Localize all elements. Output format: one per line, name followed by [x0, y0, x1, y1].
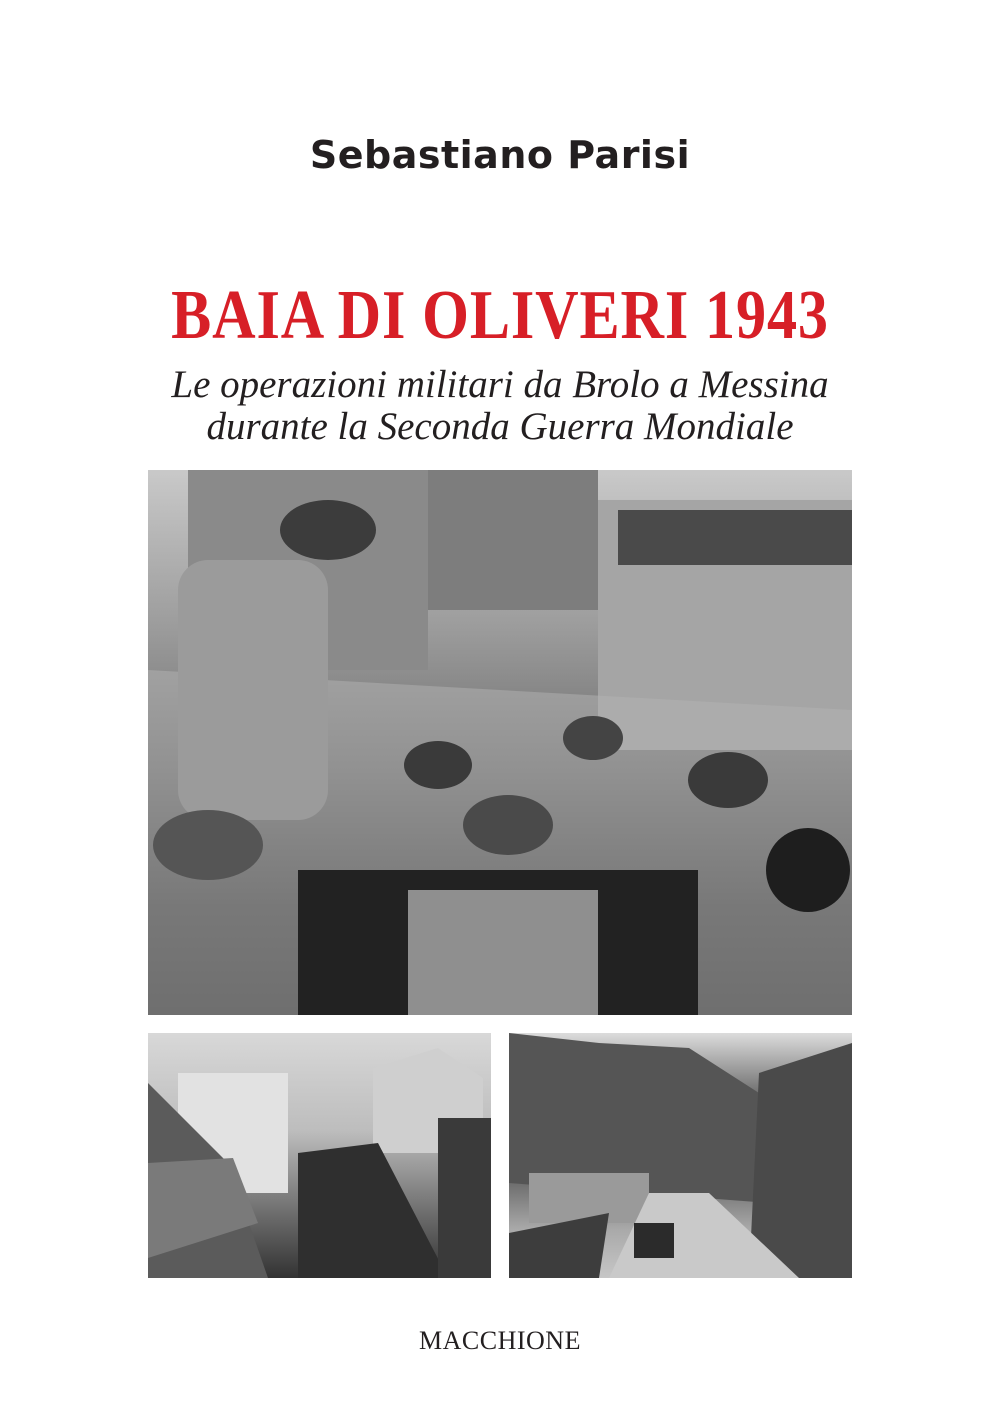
photo-tank-and-crowd — [148, 1033, 491, 1278]
photo-road-to-messina — [509, 1033, 852, 1278]
book-title: BAIA DI OLIVERI 1943 — [171, 277, 829, 354]
subtitle-line-1: Le operazioni militari da Brolo a Messina — [171, 363, 829, 406]
publisher-name: MACCHIONE — [419, 1326, 581, 1355]
author-name: Sebastiano Parisi — [309, 133, 691, 177]
main-photo-soldiers-in-jeep — [148, 470, 852, 1015]
subtitle-line-2: durante la Seconda Guerra Mondiale — [206, 405, 794, 448]
